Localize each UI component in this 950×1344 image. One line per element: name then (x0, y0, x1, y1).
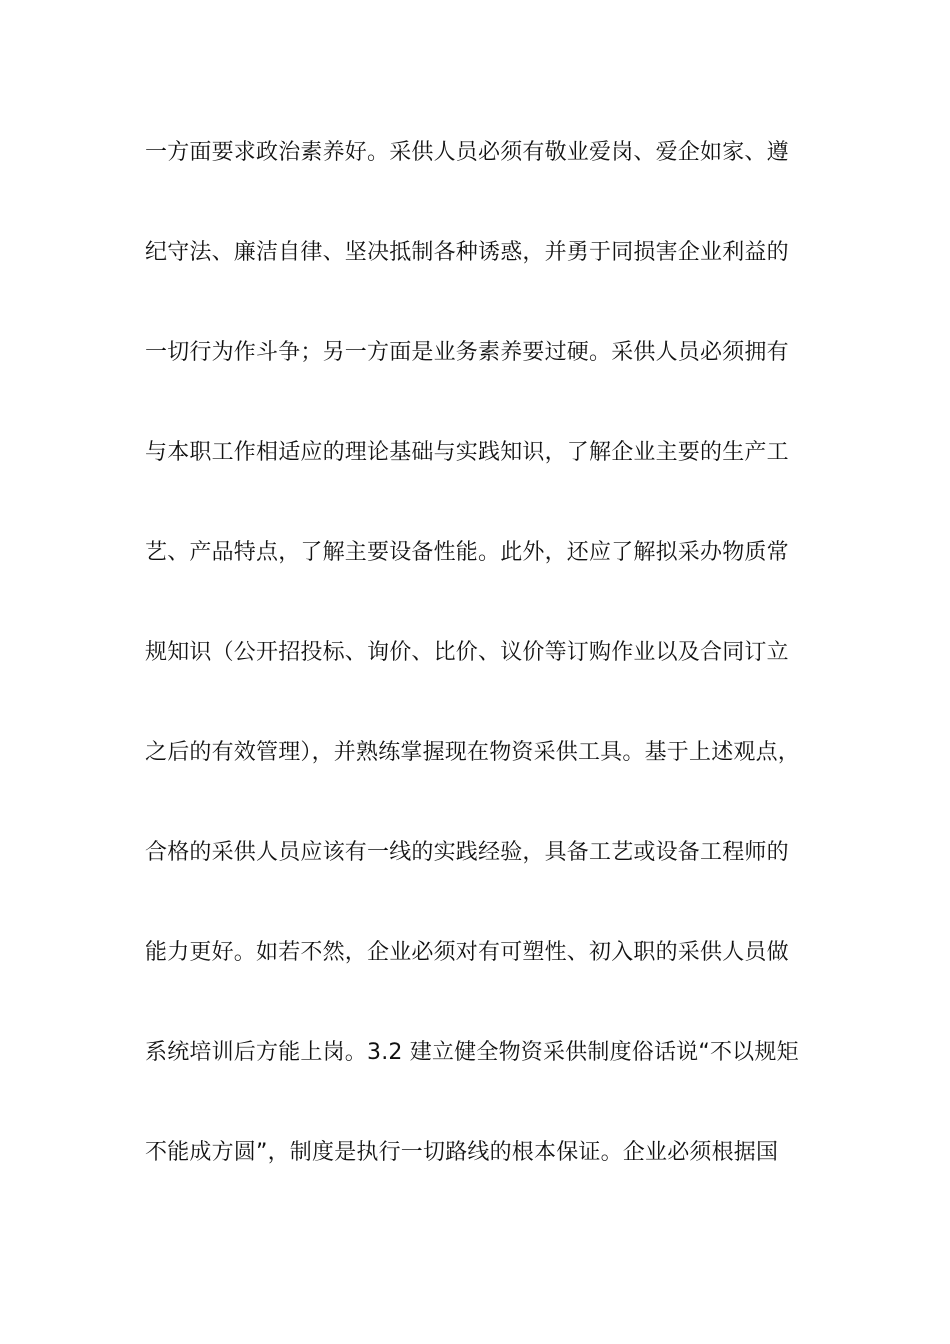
text-line-5: 艺、产品特点，了解主要设备性能。此外，还应了解拟采办物质常 (145, 540, 789, 565)
text-line-4: 与本职工作相适应的理论基础与实践知识，了解企业主要的生产工 (145, 440, 789, 465)
text-line-7: 之后的有效管理），并熟练掌握现在物资采供工具。基于上述观点， (145, 740, 801, 765)
text-line-10: 系统培训后方能上岗。3.2 建立健全物资采供制度俗话说“不以规矩 (145, 1040, 799, 1065)
text-line-1: 一方面要求政治素养好。采供人员必须有敬业爱岗、爱企如家、遵 (145, 140, 789, 165)
text-line-11: 不能成方圆”，制度是执行一切路线的根本保证。企业必须根据国 (145, 1140, 779, 1165)
text-line-9: 能力更好。如若不然，企业必须对有可塑性、初入职的采供人员做 (145, 940, 789, 965)
text-line-8: 合格的采供人员应该有一线的实践经验，具备工艺或设备工程师的 (145, 840, 789, 865)
text-line-6: 规知识（公开招投标、询价、比价、议价等订购作业以及合同订立 (145, 640, 789, 665)
text-line-3: 一切行为作斗争；另一方面是业务素养要过硬。采供人员必须拥有 (145, 340, 789, 365)
body-text (145, 130, 825, 1230)
text-line-2: 纪守法、廉洁自律、坚决抵制各种诱惑，并勇于同损害企业利益的 (145, 240, 789, 265)
